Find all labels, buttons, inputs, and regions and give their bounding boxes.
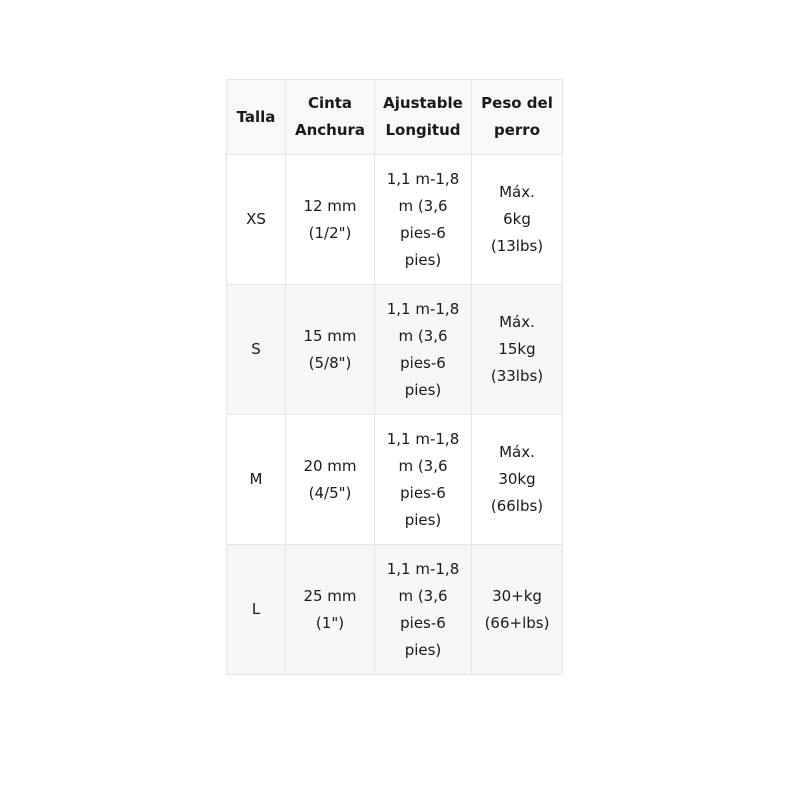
cell-peso: Máx. 6kg (13lbs) <box>472 155 563 285</box>
header-peso-del-perro: Peso del perro <box>472 80 563 155</box>
cell-talla: M <box>227 415 286 545</box>
cell-anchura: 12 mm (1/2") <box>286 155 375 285</box>
cell-peso: 30+kg (66+lbs) <box>472 545 563 675</box>
table-row <box>227 155 563 285</box>
cell-talla: S <box>227 285 286 415</box>
cell-peso: Máx. 15kg (33lbs) <box>472 285 563 415</box>
cell-longitud: 1,1 m-1,8 m (3,6 pies-6 pies) <box>375 155 472 285</box>
cell-longitud: 1,1 m-1,8 m (3,6 pies-6 pies) <box>375 415 472 545</box>
header-cinta-anchura: Cinta Anchura <box>286 80 375 155</box>
cell-anchura: 20 mm (4/5") <box>286 415 375 545</box>
cell-anchura: 25 mm (1") <box>286 545 375 675</box>
header-ajustable-longitud: Ajustable Longitud <box>375 80 472 155</box>
size-chart-table <box>226 79 563 675</box>
header-row <box>227 80 563 155</box>
cell-talla: L <box>227 545 286 675</box>
header-talla: Talla <box>227 80 286 155</box>
table-row <box>227 415 563 545</box>
table-row <box>227 545 563 675</box>
cell-anchura: 15 mm (5/8") <box>286 285 375 415</box>
cell-talla: XS <box>227 155 286 285</box>
cell-longitud: 1,1 m-1,8 m (3,6 pies-6 pies) <box>375 285 472 415</box>
cell-longitud: 1,1 m-1,8 m (3,6 pies-6 pies) <box>375 545 472 675</box>
table-body <box>227 155 563 675</box>
cell-peso: Máx. 30kg (66lbs) <box>472 415 563 545</box>
table-row <box>227 285 563 415</box>
table-header <box>227 80 563 155</box>
